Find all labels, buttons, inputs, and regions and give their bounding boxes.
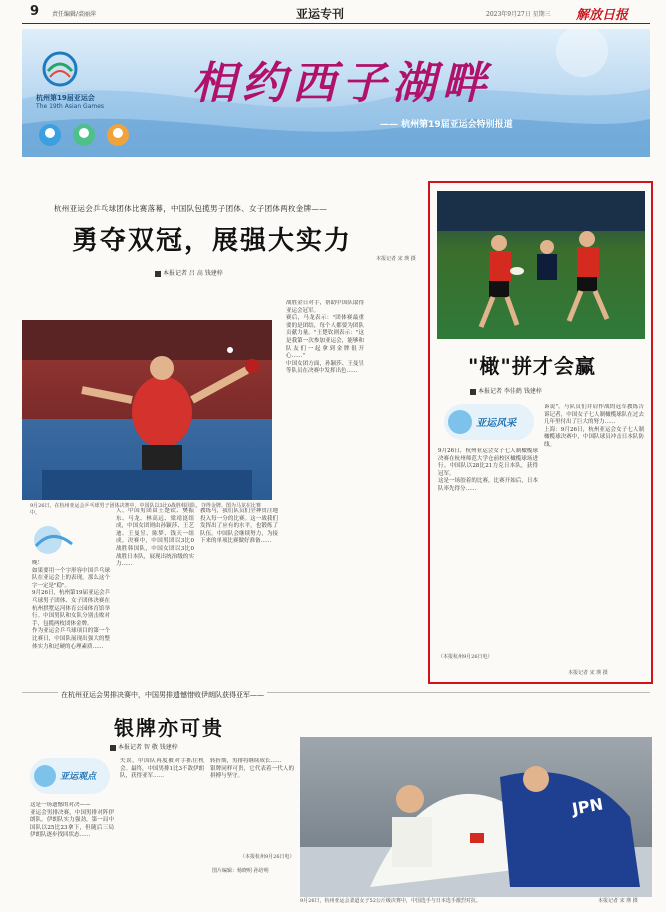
story3-date-line: （本报杭州9月26日电） <box>240 854 295 860</box>
paper-logo: 解放日报 <box>576 8 629 23</box>
story3-col2: 失误，中国队再度被对手抓住机会。最终，中国男排1比3不敌伊朗队，获得亚军…… <box>120 758 204 780</box>
story3-editor-notes: 图片编辑：杨晓明 孙培明 <box>212 868 269 874</box>
story1-headline: 勇夺双冠，展强大实力 <box>72 226 353 256</box>
story1-col1: 晚！ 如果要用一个字形容中国乒乓球队在亚运会上的表现，那么这个字一定是"稳"。 9月26日，杭州第19届亚运会乒乓球男子团体、女子团体决赛在杭州拱墅运河体育公园体育馆举行。中国男队和女队分别击败对手，包揽两枚团体金牌。 作为亚运会乒乓球项目的第一个比赛日，中国队展现出强大的整体实力和过硬的心理素质…… <box>32 560 110 650</box>
story1-photo-caption: 9月26日，在杭州亚运会乒乓球男子团体决赛中，中国队以3比0战胜韩国队，夺得金牌。图为马龙在比赛中。 <box>30 503 261 516</box>
mascots <box>32 121 142 151</box>
column-label-1 <box>32 520 102 556</box>
story3-headline: 银牌亦可贵 <box>114 716 224 740</box>
story3-photo-caption: 9月26日，杭州亚运会柔道女子52公斤级决赛中，中国选手与日本选手激烈对抗。 <box>300 898 481 904</box>
story2-photo-credit: 本报记者 宋 瑛 摄 <box>568 670 608 676</box>
judo-athletes <box>300 737 652 897</box>
story3-column-label <box>30 758 110 794</box>
column-badge-icon <box>446 408 474 436</box>
judo-photo <box>300 737 652 897</box>
story2-column-label <box>444 404 534 440</box>
section-title: 亚运专刊 <box>296 7 345 21</box>
judo-jersey-text: JPN <box>570 794 605 819</box>
story3-column-label-text: 亚运观点 <box>60 772 97 782</box>
story3-col1: 这是一场遗憾的对决—— 亚运会男排决赛，中国男排对阵伊朗队。伊朗队实力强劲，第一局中国队以25比23拿下，但随后三局伊朗队逐步找回状态…… <box>30 802 114 839</box>
story1-byline-text: 本报记者 吕 高 钱建梓 <box>163 270 223 277</box>
issue-date: 2023年9月27日 星期三 <box>486 11 551 18</box>
games-emblem <box>42 51 78 87</box>
story2-headline: "橄"拼才会赢 <box>468 354 596 378</box>
games-name-en: The 19th Asian Games <box>36 103 105 110</box>
story3-col3: 转折期，男排将继续成长…… 银牌同样可贵，它代表着一代人的拼搏与坚守。 <box>210 758 294 780</box>
story1-photo-credit: 本报记者 宋 瑛 摄 <box>376 256 416 262</box>
story1-col3: 教练马，我们队员们全神贯注地投入每一分的比赛。这一战我们发挥出了应有的水平，也锻炼了队伍。中国队会继续努力，为接下来的单项比赛做好准备…… <box>200 508 278 545</box>
story3-photo-credit: 本报记者 宋 瑛 摄 <box>598 898 638 904</box>
column-badge-icon <box>32 520 102 556</box>
story2-column-label-text: 亚运风采 <box>476 418 516 429</box>
rugby-players <box>437 191 645 339</box>
page-number: 9 <box>30 4 40 19</box>
story2-col1: 9月26日，杭州亚运会女子七人制橄榄球决赛在杭州师范大学仓前校区橄榄球场进行。中国队以28比21力克日本队，获得冠军。 这是一场胶着的比赛，比赛开始后，日本队率先得分…… <box>438 448 538 492</box>
story2-byline-text: 本报记者 李佳鹤 钱建梓 <box>478 388 542 395</box>
column-badge-icon <box>32 763 58 789</box>
story2-byline <box>470 386 542 395</box>
story3-byline-text: 本报记者 智 敬 钱建梓 <box>118 744 178 751</box>
table-tennis-photo <box>22 320 272 500</box>
mascot-icon <box>32 121 142 151</box>
banner <box>22 29 650 157</box>
story1-byline <box>155 268 223 277</box>
page-editors: 责任编辑/裘丽萍 <box>52 11 97 18</box>
emblem-icon <box>42 51 78 87</box>
banner-title: 相约西子湖畔 <box>192 58 492 109</box>
games-name-cn: 杭州第19届亚运会 <box>36 94 95 102</box>
story3-byline <box>110 742 178 751</box>
rugby-photo <box>437 191 645 339</box>
player-figure <box>22 320 272 500</box>
story1-kicker: 杭州亚运会乒乓球团体比赛落幕，中国队包揽男子团体、女子团体两枚金牌—— <box>54 204 327 213</box>
page-header <box>0 0 666 24</box>
story3-kicker: 在杭州亚运会男排决赛中，中国男排遗憾惜败伊朗队获得亚军—— <box>58 690 267 700</box>
banner-subtitle: —— 杭州第19届亚运会特别报道 <box>380 120 513 130</box>
story1-col2: 人。中国男团由王楚钦、樊振东、马龙、林高远、梁靖崑组成，中国女团则由孙颖莎、王艺迪、王曼昱、陈梦、钱天一组成。决赛中，中国男团以3比0战胜韩国队，中国女团以3比0战胜日本队，展现出统治级的实力…… <box>116 508 194 568</box>
header-rule <box>22 23 650 24</box>
story2-date-line: （本报杭州9月26日电） <box>438 654 493 660</box>
story2-col2: 诉说"。与队员们并肩作战的冠军教练告诉记者，中国女子七人制橄榄球队在过去几年里付出了巨大的努力…… 上海：9月26日，杭州亚运会女子七人制橄榄球决赛中，中国队球员冲击日本队防线。 <box>544 404 644 448</box>
story1-col4: 战胜金日对手，帮助中国队取得亚运会冠军。 赛后，马龙表示："团体赛最重要的是团结，每个人都要为团队贡献力量。"王楚钦则表示："这是我第一次参加亚运会，能够和队友们一起拿到金牌很开心……" 中国女团方面，孙颖莎、王曼昱等队员在决赛中发挥出色…… <box>286 300 364 375</box>
